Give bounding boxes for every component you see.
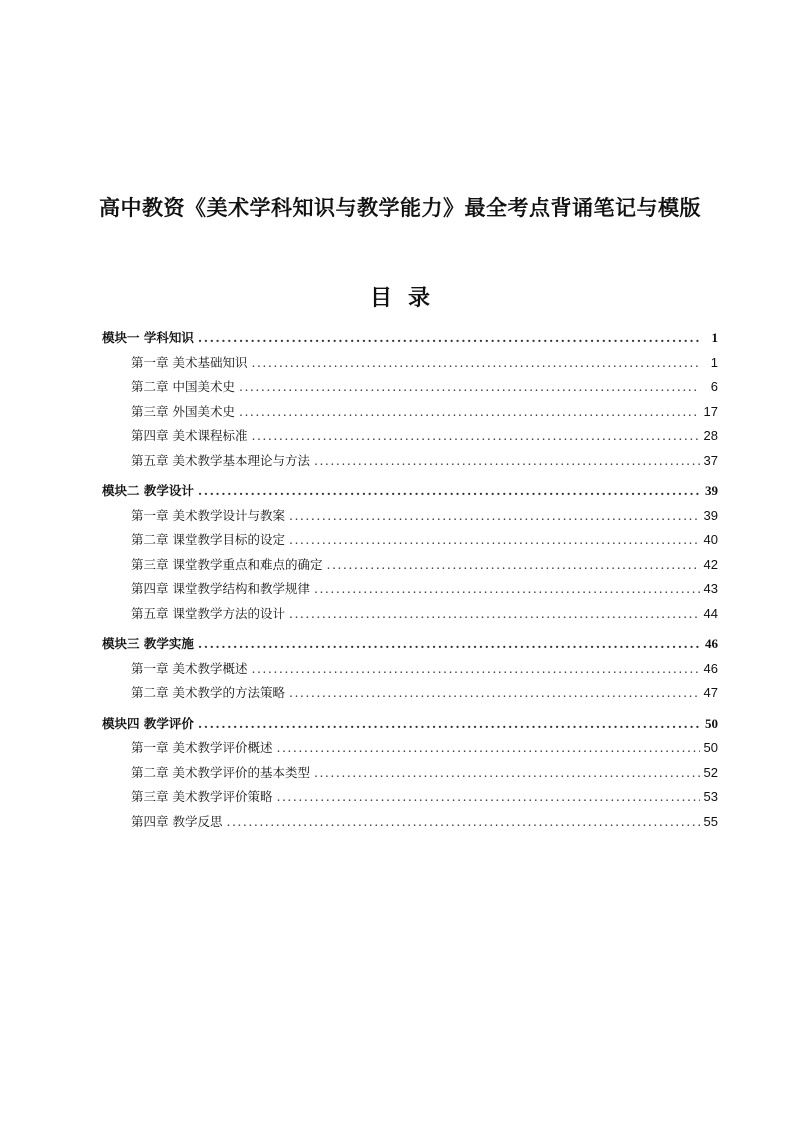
dot-leader <box>239 400 700 425</box>
toc-chapter-entry[interactable] <box>102 577 718 602</box>
toc-page-number: 44 <box>703 605 718 621</box>
toc-page-number: 42 <box>703 556 718 572</box>
toc-module-block <box>102 479 718 626</box>
toc-chapter-label: 第四章 教学反思 <box>131 813 223 829</box>
toc-module-block <box>102 712 718 835</box>
dot-leader <box>276 785 699 810</box>
toc-chapter-label: 第二章 课堂教学目标的设定 <box>131 532 285 547</box>
toc-chapter-entry[interactable] <box>102 761 718 786</box>
toc-page-number: 6 <box>710 379 718 394</box>
dot-leader <box>251 351 700 376</box>
toc-chapter-entry[interactable] <box>102 553 718 578</box>
toc-chapter-entry[interactable] <box>102 528 718 553</box>
dot-leader <box>239 375 700 400</box>
toc-module-entry[interactable] <box>102 712 718 737</box>
toc-chapter-label: 第一章 美术教学设计与教案 <box>131 507 285 523</box>
toc-heading: 目录 <box>369 285 446 311</box>
toc-page-number: 1 <box>710 354 718 370</box>
toc-chapter-label: 第四章 美术课程标准 <box>131 428 248 443</box>
toc-chapter-label: 第三章 美术教学评价策略 <box>131 789 273 804</box>
toc-chapter-label: 第五章 美术教学基本理论与方法 <box>131 452 310 468</box>
dot-leader <box>198 632 700 657</box>
dot-leader <box>314 577 700 602</box>
dot-leader <box>289 681 700 706</box>
toc-module-label: 模块四 教学评价 <box>102 715 194 731</box>
toc-module-label: 模块一 学科知识 <box>102 330 194 345</box>
dot-leader <box>198 479 700 504</box>
dot-leader <box>198 326 700 351</box>
toc-page-number: 53 <box>703 789 718 804</box>
toc-chapter-label: 第二章 美术教学评价的基本类型 <box>131 764 310 780</box>
toc-chapter-label: 第五章 课堂教学方法的设计 <box>131 605 285 621</box>
toc-chapter-entry[interactable] <box>102 400 718 425</box>
toc-chapter-entry[interactable] <box>102 602 718 627</box>
toc-page-number: 43 <box>703 581 718 596</box>
dot-leader <box>326 553 699 578</box>
toc-chapter-entry[interactable] <box>102 504 718 529</box>
toc-chapter-label: 第一章 美术基础知识 <box>131 354 248 370</box>
toc-chapter-entry[interactable] <box>102 736 718 761</box>
table-of-contents <box>102 326 718 840</box>
toc-chapter-label: 第三章 外国美术史 <box>131 403 235 419</box>
dot-leader <box>314 761 700 786</box>
toc-page-number: 17 <box>703 403 718 419</box>
toc-chapter-entry[interactable] <box>102 375 718 400</box>
dot-leader <box>314 449 700 474</box>
toc-page-number: 46 <box>703 660 718 676</box>
toc-page-number: 47 <box>703 685 718 700</box>
toc-chapter-label: 第二章 中国美术史 <box>131 379 235 394</box>
dot-leader <box>289 504 700 529</box>
toc-chapter-label: 第三章 课堂教学重点和难点的确定 <box>131 556 323 572</box>
toc-page-number: 1 <box>711 330 718 345</box>
toc-chapter-label: 第一章 美术教学评价概述 <box>131 740 273 755</box>
toc-chapter-entry[interactable] <box>102 351 718 376</box>
toc-module-entry[interactable] <box>102 326 718 351</box>
toc-page-number: 55 <box>703 813 718 829</box>
toc-module-entry[interactable] <box>102 479 718 504</box>
toc-chapter-entry[interactable] <box>102 657 718 682</box>
toc-page-number: 50 <box>703 740 718 755</box>
toc-module-label: 模块二 教学设计 <box>102 483 194 498</box>
dot-leader <box>289 602 700 627</box>
document-title: 高中教资《美术学科知识与教学能力》最全考点背诵笔记与模版 <box>99 195 701 220</box>
toc-page-number: 28 <box>703 428 718 443</box>
dot-leader <box>276 736 699 761</box>
toc-module-block <box>102 326 718 473</box>
toc-page-number: 52 <box>703 764 718 780</box>
toc-chapter-entry[interactable] <box>102 785 718 810</box>
toc-chapter-entry[interactable] <box>102 681 718 706</box>
toc-chapter-label: 第二章 美术教学的方法策略 <box>131 685 285 700</box>
toc-module-block <box>102 632 718 706</box>
toc-module-entry[interactable] <box>102 632 718 657</box>
toc-page-number: 50 <box>705 715 718 731</box>
dot-leader <box>251 657 699 682</box>
toc-page-number: 39 <box>705 483 718 498</box>
toc-page-number: 46 <box>705 636 718 651</box>
dot-leader <box>289 528 700 553</box>
toc-chapter-entry[interactable] <box>102 424 718 449</box>
toc-page-number: 39 <box>703 507 718 523</box>
dot-leader <box>198 712 700 737</box>
toc-module-label: 模块三 教学实施 <box>102 636 194 651</box>
toc-page-number: 40 <box>703 532 718 547</box>
toc-page-number: 37 <box>703 452 718 468</box>
toc-chapter-entry[interactable] <box>102 810 718 835</box>
toc-chapter-entry[interactable] <box>102 449 718 474</box>
dot-leader <box>251 424 699 449</box>
dot-leader <box>226 810 699 835</box>
toc-chapter-label: 第一章 美术教学概述 <box>131 660 248 676</box>
toc-chapter-label: 第四章 课堂教学结构和教学规律 <box>131 581 310 596</box>
